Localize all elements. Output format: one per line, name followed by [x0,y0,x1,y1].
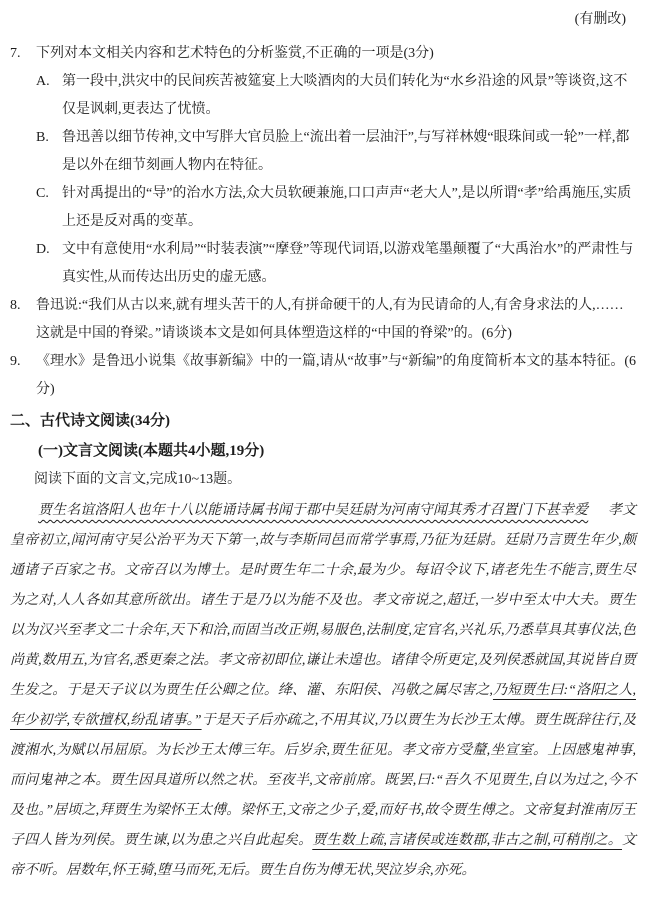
option-b-label: B. [36,130,49,145]
option-a [36,68,636,124]
deletion-note: (有删改) [574,12,626,27]
option-a-label: A. [36,74,50,89]
option-c [36,180,636,236]
option-b [36,124,636,180]
question-8 [10,292,636,348]
question-8-number: 8. [10,298,21,313]
option-c-label: C. [36,186,49,201]
question-7-options [36,68,636,292]
option-d [36,236,636,292]
option-a-text: 第一段中,洪灾中的民间疾苦被筵宴上大啖酒肉的大员们转化为“水乡沿途的风景”等谈资,这不仅是讽刺,更表达了忧愤。 [62,74,628,117]
question-7-number: 7. [10,46,21,61]
section-title: 二、古代诗文阅读(34分) [10,413,170,429]
option-c-text: 针对禹提出的“导”的治水方法,众大员软硬兼施,口口声声“老大人”,是以所谓“孝”给禹施压,实质上还是反对禹的变革。 [62,186,632,229]
subsection-title: (一)文言文阅读(本题共4小题,19分) [38,443,265,459]
option-d-label: D. [36,242,50,257]
passage-segment-underline-2: 贾生数上疏,言诸侯或连数郡,非古之制,可稍削之。 [312,833,622,848]
passage-segment-normal-3: 文帝不听。居数年,怀王骑,堕马而死,无后。贾生自伤为傅无状,哭泣岁余,亦死。 [10,833,636,878]
option-d-text: 文中有意使用“水利局”“时装表演”“摩登”等现代词语,以游戏笔墨颠覆了“大禹治水”的严肃性与真实性,从而传达出历史的虚无感。 [62,242,634,285]
question-7 [10,40,636,68]
passage-segment-underline-1: 乃短贾生曰:“洛阳之人,年少初学,专欲擅权,纷乱诸事。” [10,683,636,728]
question-7-stem: 下列对本文相关内容和艺术特色的分析鉴赏,不正确的一项是(3分) [36,46,434,61]
option-b-text: 鲁迅善以细节传神,文中写胖大官员脸上“流出着一层油汗”,与写祥林嫂“眼珠间或一轮”一样,都是以外在细节刻画人物内在特征。 [62,130,630,173]
question-9-number: 9. [10,354,21,369]
reading-instruction: 阅读下面的文言文,完成10~13题。 [34,472,242,487]
question-9-stem: 《理水》是鲁迅小说集《故事新编》中的一篇,请从“故事”与“新编”的角度简析本文的基本特征。(6分) [36,354,637,397]
classical-passage [10,496,636,886]
passage-segment-wavy-underline: 贾生名谊洛阳人也年十八以能诵诗属书闻于郡中吴廷尉为河南守闻其秀才召置门下甚幸爱 [38,503,589,518]
question-9 [10,348,636,404]
question-8-stem: 鲁迅说:“我们从古以来,就有埋头苦干的人,有拼命硬干的人,有为民请命的人,有舍身求法的人,……这就是中国的脊梁。”请谈谈本文是如何具体塑造这样的“中国的脊梁”的。(6分) [36,298,624,341]
passage-segment-normal-2: 于是天子后亦疏之,不用其议,乃以贾生为长沙王太傅。贾生既辞往行,及渡湘水,为赋以吊屈原。为长沙王太傅三年。后岁余,贾生征见。孝文帝方受釐,坐宣室。上因感鬼神事,而问鬼神之本。贾生因具道所以然之状。至夜半,文帝前席。既罢,曰:“吾久不见贾生,自以为过之,今不及也。”居顷之,拜贾生为梁怀王太傅。梁怀王,文帝之少子,爱,而好书,故令贾生傅之。文帝复封淮南厉王子四人皆为列侯。贾生谏,以为患之兴自此起矣。 [10,713,636,848]
passage-segment-normal-1: 孝文皇帝初立,闻河南守吴公治平为天下第一,故与李斯同邑而常学事焉,乃征为廷尉。廷尉乃言贾生年少,颇通诸子百家之书。文帝召以为博士。是时贾生年二十余,最为少。每诏令议下,诸老先生不能言,贾生尽为之对,人人各如其意所欲出。诸生于是乃以为能不及也。孝文帝说之,超迁,一岁中至太中大夫。贾生以为汉兴至孝文二十余年,天下和洽,而固当改正朔,易服色,法制度,定官名,兴礼乐,乃悉草具其事仪法,色尚黄,数用五,为官名,悉更秦之法。孝文帝初即位,谦让未遑也。诸律令所更定,及列侯悉就国,其说皆自贾生发之。于是天子议以为贾生任公卿之位。绛、灌、东阳侯、冯敬之属尽害之, [10,503,637,698]
